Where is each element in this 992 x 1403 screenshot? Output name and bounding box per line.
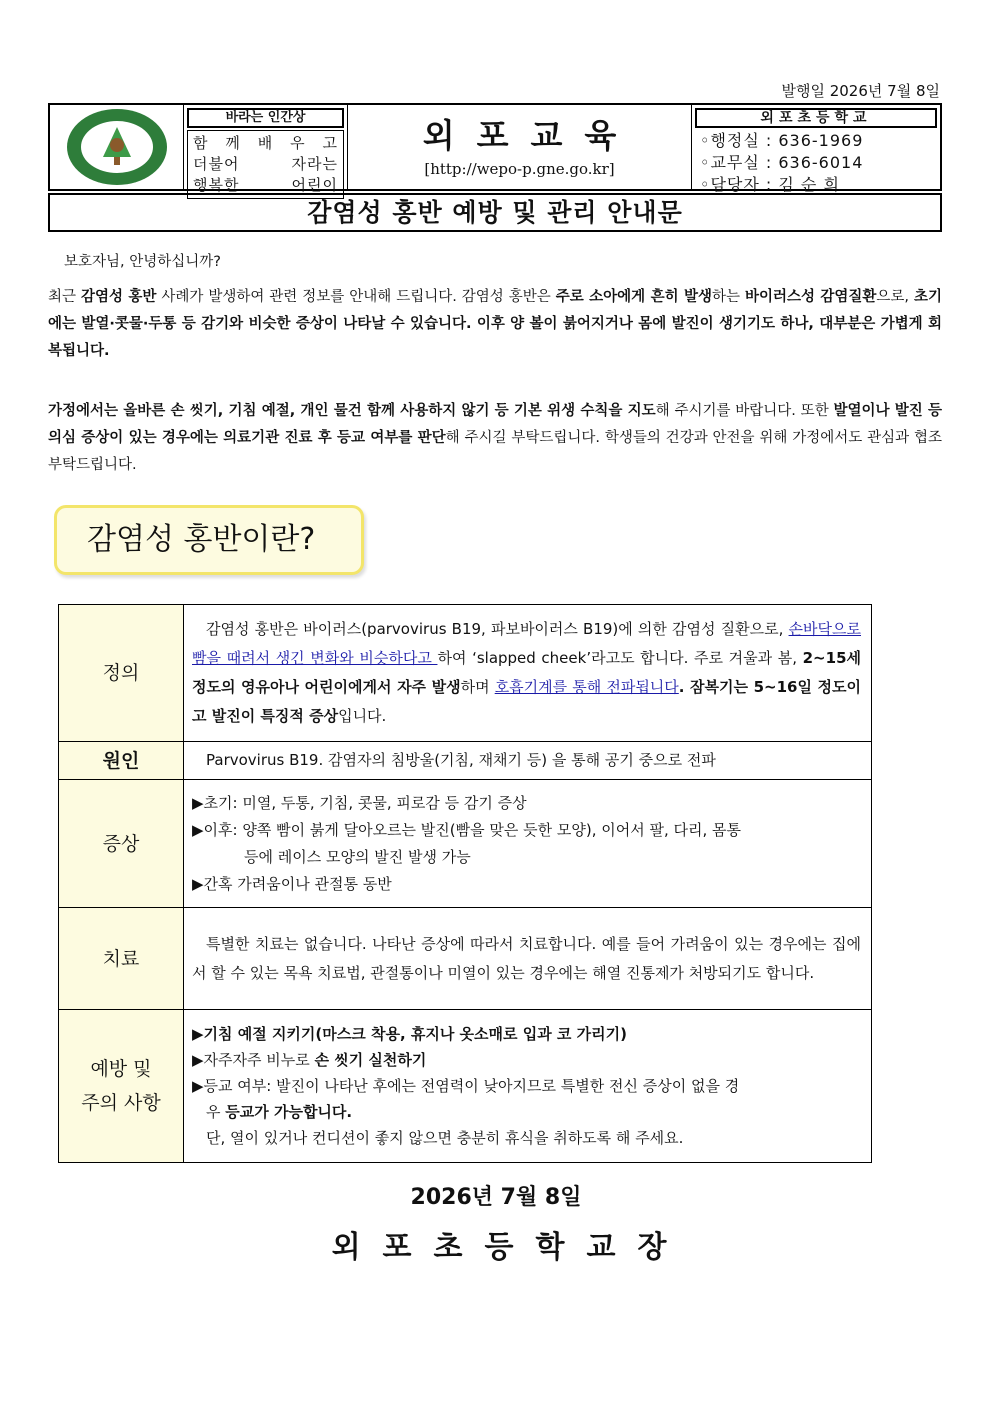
label-symptoms: 증상 xyxy=(59,780,184,908)
greeting: 보호자님, 안녕하십니까? xyxy=(64,254,221,270)
school-logo-icon xyxy=(65,107,169,187)
newsletter-header xyxy=(48,103,942,194)
publish-date: 발행일 2026년 7월 8일 xyxy=(781,82,940,100)
school-logo-cell xyxy=(50,105,184,189)
table-row xyxy=(59,780,872,908)
label-prevention xyxy=(59,1010,184,1163)
footer-date: 2026년 7월 8일 xyxy=(410,1185,582,1210)
motto-word: 우 xyxy=(290,134,306,152)
motto-word: 자라는 xyxy=(291,155,338,173)
prevention-line: ▶등교 여부: 발진이 나타난 후에는 전염력이 낮아지므로 특별한 전신 증상이 없을 경 xyxy=(192,1077,740,1095)
prevention-content xyxy=(184,1010,872,1163)
school-url[interactable]: [http://wepo-p.gne.go.kr] xyxy=(424,160,615,178)
contact-list xyxy=(692,128,940,198)
document-title: 감염성 홍반 예방 및 관리 안내문 xyxy=(48,193,942,232)
table-row xyxy=(59,908,872,1010)
motto-word: 께 xyxy=(225,134,241,152)
motto-word: 행복한 xyxy=(193,176,240,194)
table-row xyxy=(59,1010,872,1163)
disease-info-table xyxy=(58,604,872,1163)
label-treatment: 치료 xyxy=(59,908,184,1010)
prevention-line: ▶자주자주 비누로 손 씻기 실천하기 xyxy=(192,1051,427,1069)
contact-admin: ◦행정실 : 636-1969 xyxy=(700,131,864,150)
prevention-line: 단, 열이 있거나 컨디션이 좋지 않으면 충분히 휴식을 취하도록 해 주세요. xyxy=(206,1129,684,1147)
label-definition: 정의 xyxy=(59,605,184,742)
motto-line-1 xyxy=(193,133,338,154)
intro-paragraph: 최근 감염성 홍반 사례가 발생하여 관련 정보를 안내해 드립니다. 감염성 홍반은 주로 소아에게 흔히 발생하는 바이러스성 감염질환으로, 초기에는 발열·콧물·두통 등 감기와 비슷한 증상이 나타날 수 있습니다. 이후 양 볼이 붉어지거나 몸에 발진이 생기기도 하나, 대부분은 가볍게 회복됩니다. xyxy=(48,289,943,359)
label-cause: 원인 xyxy=(59,742,184,780)
symptom-line: ▶간혹 가려움이나 관절통 동반 xyxy=(192,874,392,893)
newsletter-title-cell xyxy=(348,105,692,189)
symptom-line: ▶이후: 양쪽 빰이 붉게 달아오르는 발진(빰을 맞은 듯한 모양), 이어서 팔, 다리, 몸통 xyxy=(192,820,742,839)
treatment-content: 특별한 치료는 없습니다. 나타난 증상에 따라서 치료합니다. 예를 들어 가려움이 있는 경우에는 집에서 할 수 있는 목욕 치료법, 관절통이나 미열이 있는 경우에는 해열 진통제가 처방되기도 합니다. xyxy=(184,908,872,1010)
motto-word: 더불어 xyxy=(193,155,240,173)
guidance-paragraph: 가정에서는 올바른 손 씻기, 기침 예절, 개인 물건 함께 사용하지 않기 등 기본 위생 수칙을 지도해 주시기를 바랍니다. 또한 발열이나 발진 등 의심 증상이 있는 경우에는 의료기관 진료 후 등교 여부를 판단해 주시길 부탁드립니다. 학생들의 건강과 안전을 위해 가정에서도 관심과 협조 부탁드립니다. xyxy=(48,403,942,473)
symptom-line: ▶초기: 미열, 두통, 기침, 콧물, 피로감 등 감기 증상 xyxy=(192,793,527,812)
symptom-line: 등에 레이스 모양의 발진 발생 가능 xyxy=(244,847,471,866)
motto-cell xyxy=(184,105,348,194)
motto-lines xyxy=(187,130,344,199)
school-name: 외포초등학교 xyxy=(695,108,937,128)
motto-word: 배 xyxy=(257,134,274,152)
newsletter-name: 외포교육 xyxy=(422,116,639,155)
contact-academic: ◦교무실 : 636-6014 xyxy=(700,153,864,172)
prevention-line: 우 등교가 가능합니다. xyxy=(206,1103,353,1121)
contact-cell xyxy=(692,105,940,194)
contact-person: ◦담당자 : 김 순 희 xyxy=(700,175,840,194)
motto-word: 함 xyxy=(193,134,209,152)
table-row xyxy=(59,742,872,780)
section-heading: 감염성 홍반이란? xyxy=(54,505,364,575)
footer-principal: 외포초등학교장 xyxy=(331,1230,689,1265)
motto-word: 고 xyxy=(322,134,338,152)
symptoms-content xyxy=(184,780,872,908)
label-prevention-line: 예방 및 xyxy=(90,1058,152,1080)
motto-line-2 xyxy=(193,154,338,175)
prevention-line: ▶기침 예절 지키기(마스크 착용, 휴지나 옷소매로 입과 코 가리기) xyxy=(192,1025,627,1043)
label-prevention-line: 주의 사항 xyxy=(81,1092,161,1114)
definition-content: 감염성 홍반은 바이러스(parvovirus B19, 파보바이러스 B19)에 의한 감염성 질환으로, 손바닥으로 빰을 때려서 생긴 변화와 비슷하다고 하여 ‘slapped cheek’라고도 합니다. 주로 겨울과 봄, 2~15세 정도의 영유아나 어린이에게서 자주 발생하며 호흡기계를 통해 전파됩니다. 잠복기는 5~16일 정도이고 발진이 특징적 증상입니다. xyxy=(184,605,872,742)
motto-word: 어린이 xyxy=(291,176,338,194)
table-row xyxy=(59,605,872,742)
cause-content: Parvovirus B19. 감염자의 침방울(기침, 재채기 등) 을 통해 공기 중으로 전파 xyxy=(184,742,872,780)
motto-title: 바라는 인간상 xyxy=(187,108,344,128)
